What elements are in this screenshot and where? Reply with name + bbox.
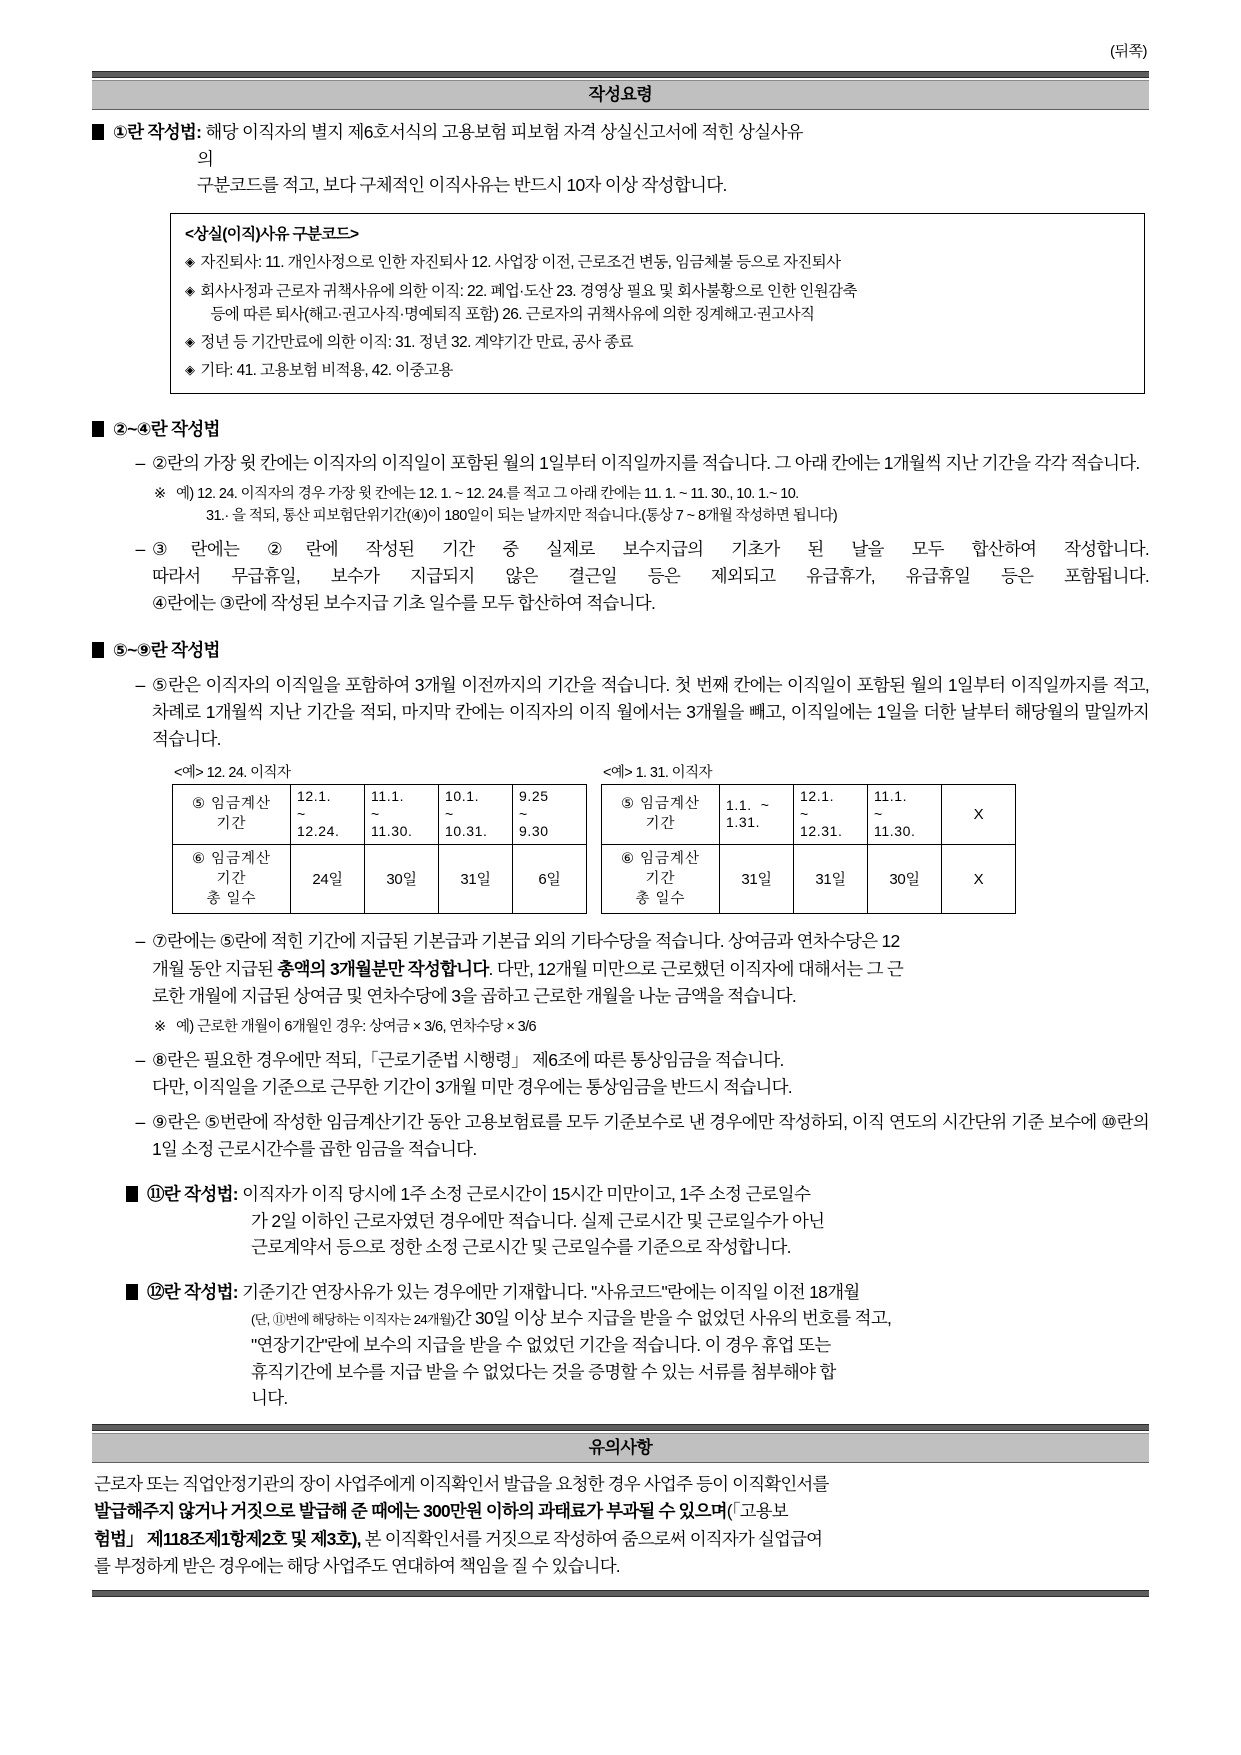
item-3-line1: ③란에는 ②란에 작성된 기간 중 실제로 보수지급의 기초가 된 날을 모두 합산하여 작성합니다. — [152, 538, 1149, 559]
item-12-label: ⑫란 작성법: — [147, 1281, 238, 1302]
item-3-line2: 따라서 무급휴일, 보수가 지급되지 않은 결근일 등은 제외되고 유급휴가, 유급휴일 등은 포함됩니다. — [152, 565, 1149, 586]
item-8-line2: 다만, 이직일을 기준으로 근무한 기간이 3개월 미만 경우에는 통상임금을 반드시 적습니다. — [152, 1076, 792, 1097]
item-1-line3: 구분코드를 적고, 보다 구체적인 이직사유는 반드시 10자 이상 작성합니다. — [197, 175, 727, 196]
code-item-text-group — [200, 280, 1132, 327]
days-cell: 24일 — [291, 844, 365, 914]
notice-body — [92, 1467, 1149, 1580]
banner-top-rule — [92, 71, 1149, 78]
square-bullet-icon — [126, 1186, 138, 1202]
item-7-note-block — [92, 1017, 1149, 1039]
item-12-line2 — [147, 1305, 1149, 1332]
item-2-note-body — [176, 484, 1149, 528]
item-11-line1: 이직자가 이직 당시에 1주 소정 근로시간이 15시간 미만이고, 1주 소정 근로일수 — [242, 1184, 811, 1205]
item-12-line5: 니다. — [251, 1388, 288, 1409]
period-cell: 11.1. ~ 11.30. — [868, 785, 942, 845]
code-item — [185, 280, 1132, 327]
page-bottom-rule — [92, 1590, 1149, 1597]
square-bullet-icon — [92, 124, 104, 140]
code-item-text: 기타: 41. 고용보험 비적용, 42. 이중고용 — [200, 362, 453, 380]
code-item-text: 회사사정과 근로자 귀책사유에 의한 이직: 22. 폐업·도산 23. 경영상 필요 및 회사불황으로 인한 인원감축 — [200, 282, 857, 300]
item-7-line2-a: 개월 동안 지급된 — [152, 958, 278, 979]
days-cell: 30일 — [365, 844, 439, 914]
dash-bullet-icon: – — [135, 931, 145, 952]
days-cell: 31일 — [439, 844, 513, 914]
row-header-wage-period: ⑤ 임금계산 기간 — [602, 785, 720, 845]
dash-bullet-icon: – — [135, 1049, 145, 1070]
item-12-line4: 휴직기간에 보수를 지급 받을 수 없었다는 것을 증명할 수 있는 서류를 첨부해야 합 — [251, 1361, 836, 1382]
item-12-block — [92, 1279, 1149, 1412]
item-12-line2-parenthetical: (단, ⑪번에 해당하는 이직자는 24개월) — [251, 1312, 455, 1328]
item-1-label: ①란 작성법: — [113, 122, 202, 143]
code-item-text: 정년 등 기간만료에 의한 이직: 31. 정년 32. 계약기간 만료, 공사 종료 — [200, 334, 634, 352]
period-cell: 10.1. ~ 10.31. — [439, 785, 513, 845]
table-row — [173, 785, 587, 845]
asterisk-note-icon: ※ — [154, 486, 166, 503]
days-cell: X — [942, 844, 1016, 914]
notice-line1: 근로자 또는 직업안정기관의 장이 사업주에게 이직확인서 발급을 요청한 경우 사업주 등이 이직확인서를 — [94, 1474, 829, 1495]
table-row — [602, 844, 1016, 914]
item-4-line3: ④란에는 ③란에 작성된 보수지급 기초 일수를 모두 합산하여 적습니다. — [152, 593, 656, 613]
period-cell: 11.1. ~ 11.30. — [365, 785, 439, 845]
code-box-title: <상실(이직)사유 구분코드> — [185, 226, 359, 244]
section-banner-instructions — [92, 71, 1149, 110]
item-8-paragraph-block — [92, 1047, 1149, 1101]
section-banner-notice — [92, 1424, 1149, 1463]
example-table-left-caption: <예> 12. 24. 이직자 — [174, 765, 291, 782]
item-11-line2: 가 2일 이하인 근로자였던 경우에만 적습니다. 실제 근로시간 및 근로일수가 아닌 — [251, 1210, 825, 1231]
dash-bullet-icon: – — [135, 538, 145, 559]
notice-line2-rest: (「고용보 — [726, 1501, 788, 1522]
item-11-label: ⑪란 작성법: — [147, 1184, 238, 1205]
item-7-line2 — [152, 956, 1149, 983]
diamond-bullet-icon: ◈ — [185, 282, 195, 298]
days-cell: 31일 — [794, 844, 868, 914]
item-7-line2-c: . 다만, 12개월 미만으로 근로했던 이직자에 대해서는 그 근 — [488, 958, 903, 979]
diamond-bullet-icon: ◈ — [185, 334, 195, 350]
item-3-paragraph-block — [92, 536, 1149, 617]
item-9-paragraph: ⑨란은 ⑤번란에 작성한 임금계산기간 동안 고용보험료를 모두 기준보수로 낸 경우에만 작성하되, 이직 연도의 시간단위 기준 보수에 ⑩란의 1일 소정 근로시간수를 곱한 임금을 적습니다. — [152, 1111, 1149, 1159]
example-table-right-unit — [601, 761, 1016, 914]
dash-bullet-icon: – — [135, 453, 145, 474]
code-item — [185, 251, 1132, 274]
square-bullet-icon — [92, 421, 104, 437]
table-row — [173, 844, 587, 914]
item-2-note-line2: 31.· 을 적되, 통산 피보험단위기간(④)이 180일이 되는 날까지만 적습니다.(통상 7 ~ 8개월 작성하면 됩니다) — [206, 508, 838, 524]
item-5-9-heading: ⑤~⑨란 작성법 — [113, 640, 220, 661]
example-table-right-caption: <예> 1. 31. 이직자 — [603, 765, 712, 782]
item-12-line1: 기준기간 연장사유가 있는 경우에만 기재합니다. "사유코드"란에는 이직일 이전 18개월 — [242, 1281, 860, 1302]
code-item — [185, 359, 1132, 382]
item-1-block — [92, 119, 1149, 199]
item-2-4-heading: ②~④란 작성법 — [113, 418, 220, 439]
example-table-right — [601, 784, 1016, 914]
item-7-paragraph — [152, 928, 1149, 1009]
item-11-block — [92, 1181, 1149, 1261]
item-3-paragraph — [152, 536, 1149, 617]
item-2-note-block — [92, 484, 1149, 528]
item-12-line2-rest: 간 30일 이상 보수 지급을 받을 수 없었던 사유의 번호를 적고, — [454, 1308, 892, 1329]
notice-line2 — [94, 1498, 1147, 1525]
notice-banner-top-rule — [92, 1424, 1149, 1431]
instructions-banner-title: 작성요령 — [92, 80, 1149, 110]
item-5-paragraph-block — [92, 672, 1149, 753]
code-item — [185, 331, 1132, 354]
item-5-paragraph: ⑤란은 이직자의 이직일을 포함하여 3개월 이전까지의 기간을 적습니다. 첫 번째 칸에는 이직일이 포함된 월의 1일부터 이직일까지를 적고, 차례로 1개월씩 지난 기간을 적되, 마지막 칸에는 이직자의 이직 월에서는 3개월을 빼고, 이직일에는 1일을 더한 날부터 해당월의 말일까지 적습니다. — [152, 674, 1149, 749]
notice-line2-emphasis: 발급해주지 않거나 거짓으로 발급해 준 때에는 300만원 이하의 과태료가 부과될 수 있으며 — [94, 1501, 727, 1522]
item-2-paragraph-block — [92, 450, 1149, 477]
square-bullet-icon — [126, 1284, 138, 1300]
period-cell: 12.1. ~ 12.24. — [291, 785, 365, 845]
item-1-line2: 의 — [197, 148, 214, 169]
item-8-line1: ⑧란은 필요한 경우에만 적되,「근로기준법 시행령」 제6조에 따른 통상임금을 적습니다. — [152, 1049, 784, 1070]
item-7-line2-emphasis: 총액의 3개월분만 작성합니다 — [277, 958, 489, 979]
item-7-note: 예) 근로한 개월이 6개월인 경우: 상여금 × 3/6, 연차수당 × 3/6 — [176, 1018, 537, 1035]
example-table-left — [172, 784, 587, 914]
diamond-bullet-icon: ◈ — [185, 362, 195, 378]
period-cell: 1.1. ~ 1.31. — [720, 785, 794, 845]
notice-line4: 를 부정하게 받은 경우에는 해당 사업주도 연대하여 책임을 질 수 있습니다. — [94, 1556, 620, 1576]
item-2-paragraph: ②란의 가장 윗 칸에는 이직자의 이직일이 포함된 월의 1일부터 이직일까지를 적습니다. 그 아래 칸에는 1개월씩 지난 기간을 각각 적습니다. — [152, 453, 1140, 474]
item-1-line1: 해당 이직자의 별지 제6호서식의 고용보험 피보험 자격 상실신고서에 적힌 상실사유 — [205, 122, 803, 143]
code-item-subtext: 등에 따른 퇴사(해고·권고사직·명예퇴직 포함) 26. 근로자의 귀책사유에 의한 징계해고·권고사직 — [210, 305, 815, 323]
dash-bullet-icon: – — [135, 674, 145, 695]
square-bullet-icon — [92, 642, 104, 658]
item-11-body — [147, 1181, 1149, 1261]
notice-banner-title: 유의사항 — [92, 1433, 1149, 1463]
notice-line3 — [94, 1526, 1147, 1553]
item-11-line3: 근로계약서 등으로 정한 소정 근로시간 및 근로일수를 기준으로 작성합니다. — [251, 1237, 791, 1258]
item-7-paragraph-block — [92, 928, 1149, 1009]
days-cell: 30일 — [868, 844, 942, 914]
item-7-line1: ⑦란에는 ⑤란에 적힌 기간에 지급된 기본급과 기본급 외의 기타수당을 적습니다. 상여금과 연차수당은 12 — [152, 931, 900, 952]
item-12-body — [147, 1279, 1149, 1412]
item-1-body — [113, 119, 1149, 199]
separation-reason-code-box — [170, 213, 1145, 394]
notice-line3-emphasis: 험법」 제118조제1항제2호 및 제3호), — [94, 1528, 361, 1549]
days-cell: 6일 — [513, 844, 587, 914]
item-2-4-heading-block — [92, 416, 1149, 443]
row-header-wage-period: ⑤ 임금계산 기간 — [173, 785, 291, 845]
notice-line3-rest: 본 이직확인서를 거짓으로 작성하여 줌으로써 이직자가 실업급여 — [360, 1528, 823, 1549]
item-5-9-heading-block — [92, 637, 1149, 664]
row-header-total-days: ⑥ 임금계산 기간 총 일수 — [173, 844, 291, 914]
period-cell: 12.1. ~ 12.31. — [794, 785, 868, 845]
item-7-line3: 로한 개월에 지급된 상여금 및 연차수당에 3을 곱하고 근로한 개월을 나눈 금액을 적습니다. — [152, 985, 797, 1006]
period-cell: 9.25 ~ 9.30 — [513, 785, 587, 845]
page-side-marker: (뒤쪽) — [1110, 43, 1147, 60]
code-item-text: 자진퇴사: 11. 개인사정으로 인한 자진퇴사 12. 사업장 이전, 근로조건 변동, 임금체불 등으로 자진퇴사 — [200, 254, 841, 272]
example-tables-row — [92, 761, 1149, 914]
period-cell-empty: X — [942, 785, 1016, 845]
item-8-paragraph — [152, 1047, 1149, 1101]
item-12-line3: "연장기간"란에 보수의 지급을 받을 수 없었던 기간을 적습니다. 이 경우 휴업 또는 — [251, 1335, 831, 1356]
item-2-note-line1: 예) 12. 24. 이직자의 경우 가장 윗 칸에는 12. 1. ~ 12. 24.를 적고 그 아래 칸에는 11. 1. ~ 11. 30., 10. 1.~ 10. — [176, 486, 799, 503]
dash-bullet-icon: – — [135, 1111, 145, 1132]
example-table-left-unit — [172, 761, 587, 914]
row-header-total-days: ⑥ 임금계산 기간 총 일수 — [602, 844, 720, 914]
table-row — [602, 785, 1016, 845]
days-cell: 31일 — [720, 844, 794, 914]
asterisk-note-icon: ※ — [154, 1018, 166, 1035]
item-9-paragraph-block — [92, 1109, 1149, 1163]
diamond-bullet-icon: ◈ — [185, 254, 195, 270]
